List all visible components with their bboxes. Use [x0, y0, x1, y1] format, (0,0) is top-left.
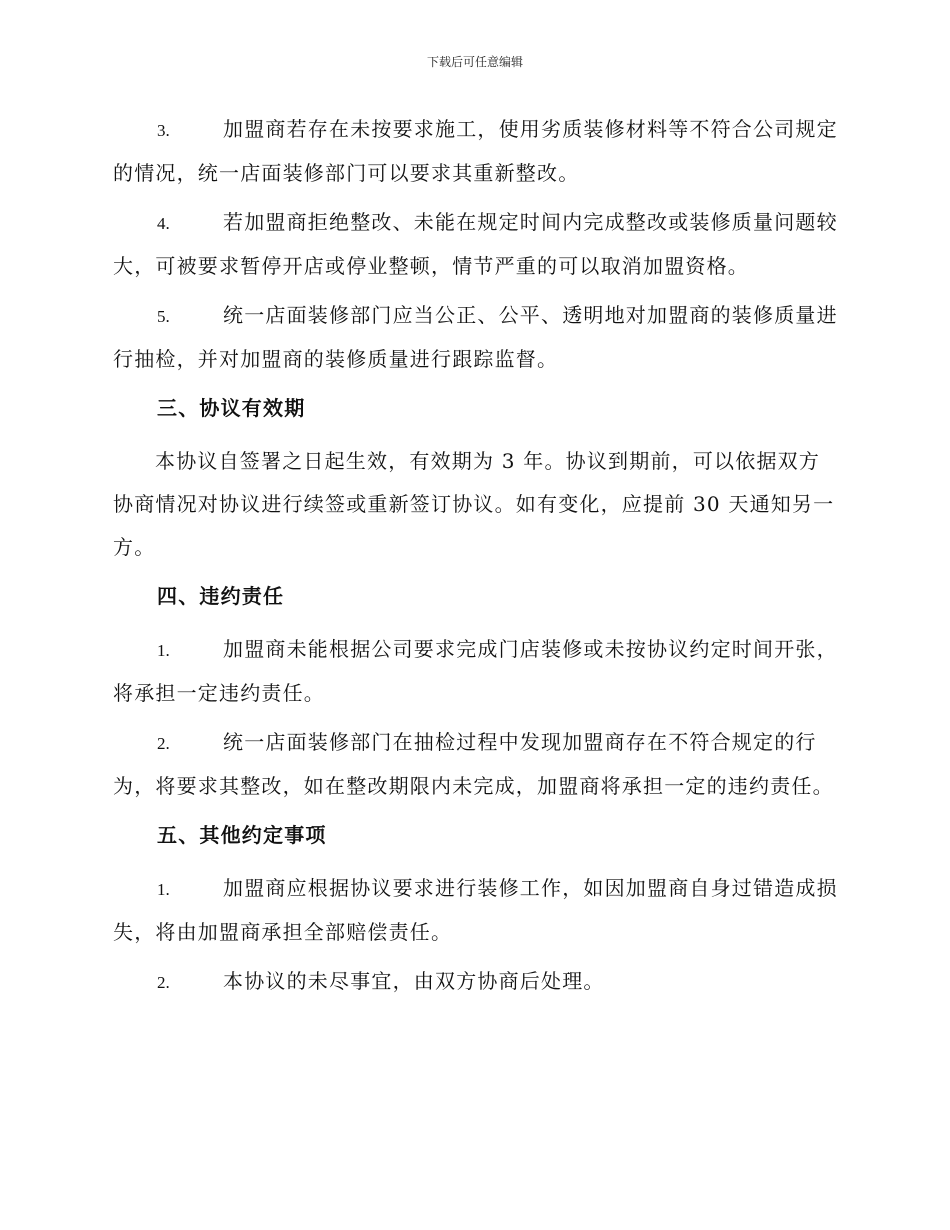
clause-text: 统一店面装修部门在抽检过程中发现加盟商存在不符合规定的行为，将要求其整改，如在整改期限内未完成，加盟商将承担一定的违约责任。: [113, 730, 834, 798]
clause-paragraph: [113, 201, 838, 288]
section-heading-other: 五、其他约定事项: [157, 823, 327, 847]
clause-text: 加盟商未能根据公司要求完成门店装修或未按协议约定时间开张，将承担一定违约责任。: [113, 637, 838, 705]
clause-text: 本协议的未尽事宜，由双方协商后处理。: [223, 969, 605, 993]
clause-paragraph: [113, 867, 838, 954]
clause-paragraph: [113, 108, 838, 195]
clause-number: 2.: [157, 973, 170, 992]
clause-number: 4.: [157, 214, 170, 233]
clause-text: 统一店面装修部门应当公正、公平、透明地对加盟商的装修质量进行抽检，并对加盟商的装修质量进行跟踪监督。: [113, 303, 838, 371]
clause-text: 加盟商若存在未按要求施工，使用劣质装修材料等不符合公司规定的情况，统一店面装修部门可以要求其重新整改。: [113, 117, 838, 185]
clause-number: 2.: [157, 734, 170, 753]
validity-paragraph: 本协议自签署之日起生效，有效期为 3 年。协议到期前，可以依据双方协商情况对协议进行续签或重新签订协议。如有变化，应提前 30 天通知另一方。: [113, 449, 835, 559]
clause-paragraph: [113, 721, 838, 808]
clause-paragraph: [113, 294, 838, 381]
clause-text: 加盟商应根据协议要求进行装修工作，如因加盟商自身过错造成损失，将由加盟商承担全部赔偿责任。: [113, 876, 838, 944]
clause-paragraph: [113, 628, 838, 715]
clause-number: 3.: [157, 121, 170, 140]
clause-text: 若加盟商拒绝整改、未能在规定时间内完成整改或装修质量问题较大，可被要求暂停开店或停业整顿，情节严重的可以取消加盟资格。: [113, 210, 838, 278]
clause-number: 1.: [157, 641, 170, 660]
section-heading-validity: 三、协议有效期: [157, 396, 306, 420]
clause-paragraph: [113, 960, 838, 1004]
section-heading-liability: 四、违约责任: [157, 584, 285, 608]
page-header: 下载后可任意编辑: [426, 55, 523, 69]
document-body: [113, 108, 838, 1010]
clause-number: 5.: [157, 307, 170, 326]
clause-number: 1.: [157, 880, 170, 899]
